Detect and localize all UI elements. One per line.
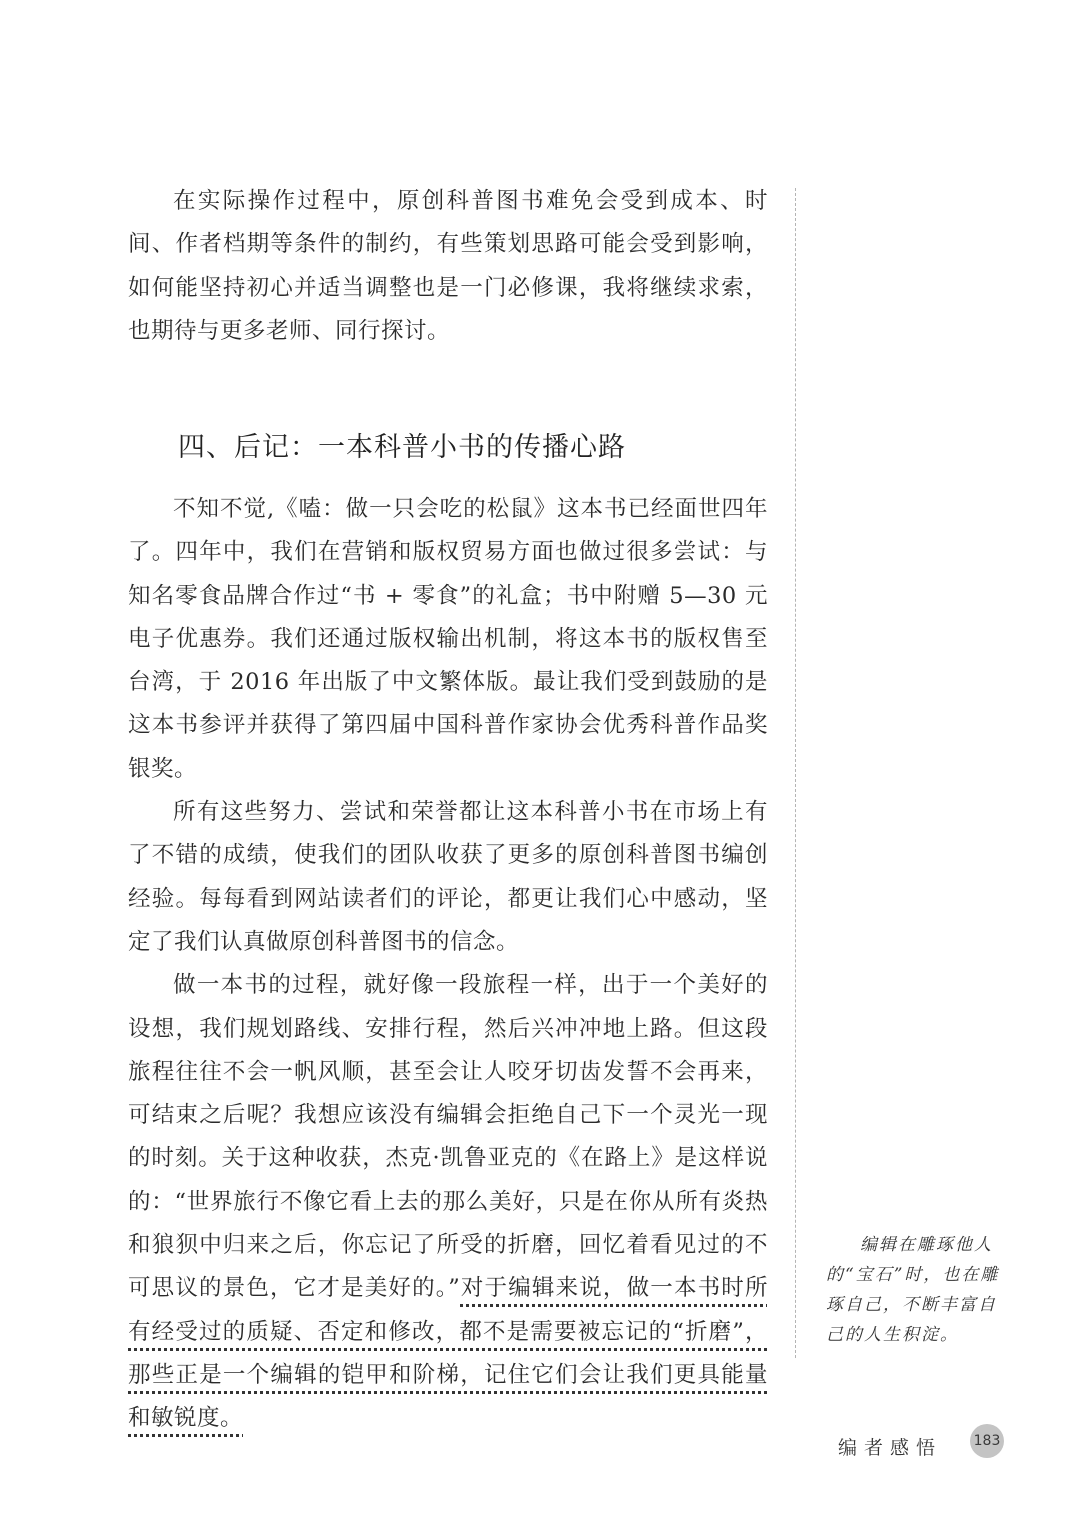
emphasized-passage: 对于编辑来说，做一本书时所有经受过的质疑、否定和修改，都不是需要被忘记的“折磨”，那些正是一个编辑的铠甲和阶梯，记住它们会让我们更具能量和敏锐度。 bbox=[128, 1275, 768, 1432]
section-body bbox=[128, 488, 768, 1441]
section-heading: 四、后记：一本科普小书的传播心路 bbox=[178, 432, 626, 463]
section-paragraph-3-text: 做一本书的过程，就好像一段旅程一样，出于一个美好的设想，我们规划路线、安排行程，然后兴冲冲地上路。但这段旅程往往不会一帆风顺，甚至会让人咬牙切齿发誓不会再来，可结束之后呢？我想应该没有编辑会拒绝自己下一个灵光一现的时刻。关于这种收获，杰克·凯鲁亚克的《在路上》是这样说的：“世界旅行不像它看上去的那么美好，只是在你从所有炎热和狼狈中归来之后，你忘记了所受的折磨，回忆着看见过的不可思议的景色，它才是美好的。” bbox=[128, 972, 768, 1302]
intro-paragraph: 在实际操作过程中，原创科普图书难免会受到成本、时间、作者档期等条件的制约，有些策划思路可能会受到影响，如何能坚持初心并适当调整也是一门必修课，我将继续求索，也期待与更多老师、同行探讨。 bbox=[128, 188, 768, 344]
margin-divider bbox=[795, 188, 796, 1358]
section-paragraph-1: 不知不觉,《嗑：做一只会吃的松鼠》这本书已经面世四年了。四年中，我们在营销和版权贸易方面也做过很多尝试：与知名零食品牌合作过“书 + 零食”的礼盒；书中附赠 5—30 元电子优惠券。我们还通过版权输出机制，将这本书的版权售至台湾，于 2016 年出版了中文繁体版。最让我们受到鼓励的是这本书参评并获得了第四届中国科普作家协会优秀科普作品奖银奖。 bbox=[128, 496, 768, 782]
page-number-badge: 183 bbox=[970, 1424, 1004, 1458]
section-paragraph-2: 所有这些努力、尝试和荣誉都让这本科普小书在市场上有了不错的成绩，使我们的团队收获了更多的原创科普图书编创经验。每每看到网站读者们的评论，都更让我们心中感动，坚定了我们认真做原创科普图书的信念。 bbox=[128, 799, 768, 955]
margin-note: 编辑在雕琢他人的“宝石”时，也在雕琢自己，不断丰富自己的人生积淀。 bbox=[826, 1235, 1000, 1345]
section-paragraph-3 bbox=[128, 964, 768, 1440]
running-footer-label: 编者感悟 bbox=[838, 1437, 943, 1459]
